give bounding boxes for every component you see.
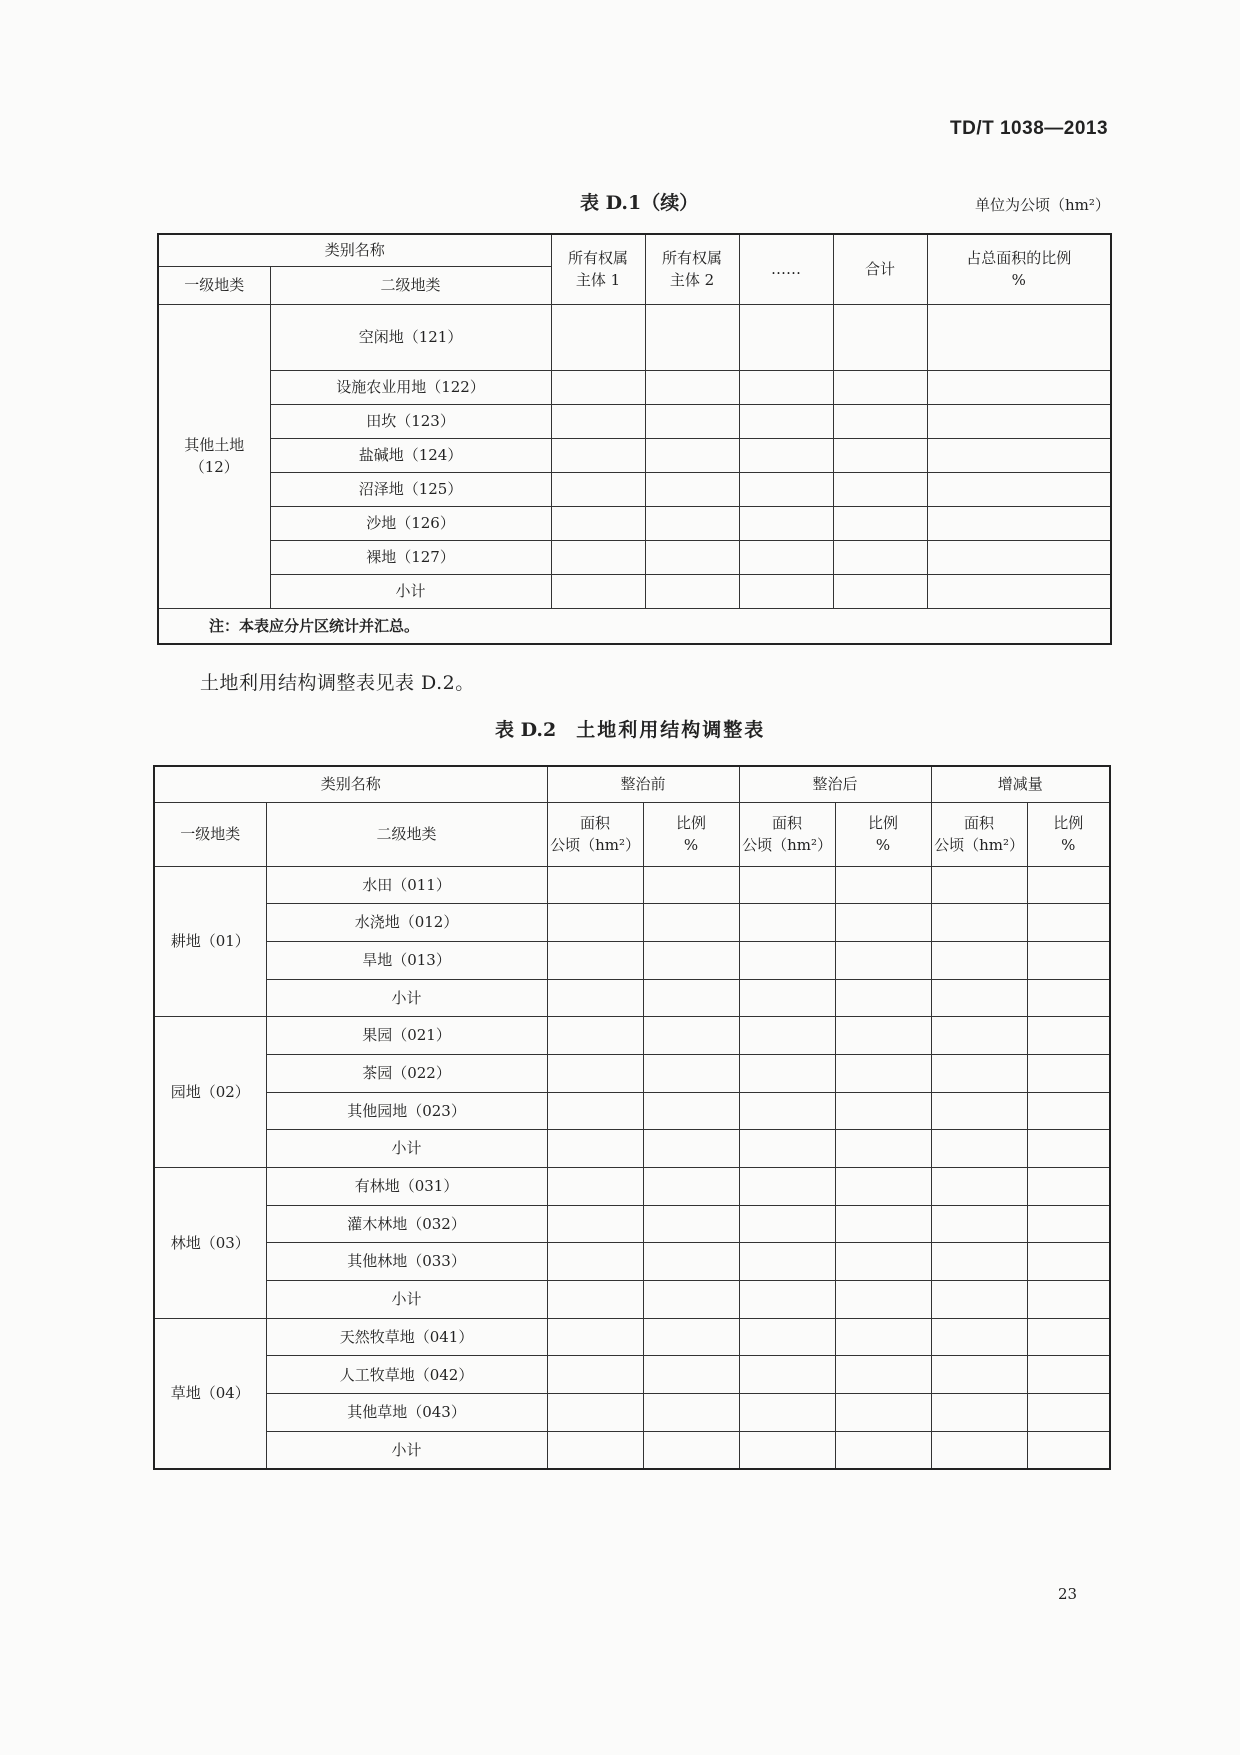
table-cell — [739, 941, 835, 979]
table-row — [154, 1017, 1110, 1055]
table-cell — [643, 866, 739, 904]
table-cell — [643, 904, 739, 942]
table-cell — [835, 1205, 931, 1243]
table-row — [154, 1130, 1110, 1168]
table-row — [154, 1394, 1110, 1432]
t1-total-header: 合计 — [833, 234, 927, 304]
table-cell — [835, 1356, 931, 1394]
table-row-label: 田坎（123） — [270, 404, 551, 438]
table-cell — [643, 1318, 739, 1356]
table-cell — [547, 1168, 643, 1206]
table-cell — [739, 1318, 835, 1356]
table-row-label: 旱地（013） — [266, 941, 547, 979]
table-cell — [931, 1243, 1027, 1281]
table-row — [154, 979, 1110, 1017]
table-row — [154, 1243, 1110, 1281]
table-cell — [643, 941, 739, 979]
table-cell — [547, 1092, 643, 1130]
table-cell — [547, 1054, 643, 1092]
table-cell — [931, 1318, 1027, 1356]
table-row-label: 其他草地（043） — [266, 1394, 547, 1432]
t2-group-name: 耕地（01） — [154, 866, 266, 1017]
table-row — [154, 1092, 1110, 1130]
table-row-label: 灌木林地（032） — [266, 1205, 547, 1243]
table-cell — [643, 1092, 739, 1130]
table-cell — [1027, 1205, 1110, 1243]
table-row-label: 小计 — [266, 1431, 547, 1469]
table-cell — [931, 1356, 1027, 1394]
table-row-label: 天然牧草地（041） — [266, 1318, 547, 1356]
t2-ratio-header: 比例 % — [835, 802, 931, 866]
table-row — [154, 1281, 1110, 1319]
table-cell — [643, 1356, 739, 1394]
table-row-label: 水田（011） — [266, 866, 547, 904]
t1-level1-header: 一级地类 — [158, 266, 270, 304]
table-cell — [547, 1017, 643, 1055]
table-cell — [1027, 866, 1110, 904]
table-cell — [931, 1205, 1027, 1243]
t2-ratio-header: 比例 % — [643, 802, 739, 866]
table-cell — [739, 1394, 835, 1432]
t1-level2-header: 二级地类 — [270, 266, 551, 304]
table-row — [154, 866, 1110, 904]
table-cell — [835, 1318, 931, 1356]
table-cell — [643, 1431, 739, 1469]
t2-group-name: 林地（03） — [154, 1168, 266, 1319]
table-cell — [547, 1394, 643, 1432]
table-row — [154, 1054, 1110, 1092]
t1-note: 注：本表应分片区统计并汇总。 — [158, 608, 1111, 644]
table-cell — [835, 1431, 931, 1469]
table-cell — [1027, 1431, 1110, 1469]
table-cell — [1027, 1281, 1110, 1319]
table-cell — [739, 1017, 835, 1055]
table-cell — [931, 904, 1027, 942]
t2-ratio-header: 比例 % — [1027, 802, 1110, 866]
table-cell — [739, 1092, 835, 1130]
table-cell — [1027, 941, 1110, 979]
table-cell — [643, 1205, 739, 1243]
table-cell — [1027, 1394, 1110, 1432]
table-cell — [931, 1281, 1027, 1319]
table-row-label: 小计 — [266, 1130, 547, 1168]
t2-area-header: 面积 公顷（hm²） — [739, 802, 835, 866]
t2-before-header: 整治前 — [547, 766, 739, 802]
t1-category-name: 类别名称 — [158, 234, 551, 266]
table-row — [154, 941, 1110, 979]
table-row-label: 空闲地（121） — [270, 304, 551, 370]
t2-category-name: 类别名称 — [154, 766, 547, 802]
t2-area-header: 面积 公顷（hm²） — [931, 802, 1027, 866]
table-cell — [547, 1318, 643, 1356]
table-cell — [835, 866, 931, 904]
table-cell — [931, 1054, 1027, 1092]
table-row — [154, 1168, 1110, 1206]
table-cell — [739, 1356, 835, 1394]
t1-group-name: 其他土地 （12） — [158, 304, 270, 608]
table-cell — [835, 904, 931, 942]
table-cell — [547, 979, 643, 1017]
table-cell — [1027, 1356, 1110, 1394]
table-cell — [739, 1281, 835, 1319]
paragraph: 土地利用结构调整表见表 D.2。 — [200, 672, 475, 694]
table-cell — [1027, 979, 1110, 1017]
table-cell — [931, 941, 1027, 979]
table-cell — [1027, 1054, 1110, 1092]
table-cell — [739, 1431, 835, 1469]
t2-group-name: 园地（02） — [154, 1017, 266, 1168]
table-cell — [835, 1130, 931, 1168]
table-cell — [1027, 1092, 1110, 1130]
table-cell — [835, 1092, 931, 1130]
table-cell — [643, 1130, 739, 1168]
table-row-label: 小计 — [270, 574, 551, 608]
table-cell — [547, 1205, 643, 1243]
table-cell — [835, 1243, 931, 1281]
table-row-label: 茶园（022） — [266, 1054, 547, 1092]
table-cell — [547, 1431, 643, 1469]
table-cell — [931, 1092, 1027, 1130]
t2-group-name: 草地（04） — [154, 1318, 266, 1469]
table-cell — [547, 904, 643, 942]
table-row — [154, 1318, 1110, 1356]
table-row-label: 沼泽地（125） — [270, 472, 551, 506]
table-row — [154, 1356, 1110, 1394]
table-row — [154, 904, 1110, 942]
table-cell — [1027, 1017, 1110, 1055]
table-cell — [931, 1130, 1027, 1168]
t1-ellipsis-header: …… — [739, 234, 833, 304]
table-cell — [739, 1243, 835, 1281]
table-cell — [835, 1017, 931, 1055]
table-cell — [739, 866, 835, 904]
table1-title: 表 D.1（续） — [580, 192, 699, 214]
table-row-label: 盐碱地（124） — [270, 438, 551, 472]
table-cell — [547, 941, 643, 979]
table-row-label: 水浇地（012） — [266, 904, 547, 942]
table-row — [154, 1431, 1110, 1469]
table-cell — [1027, 1130, 1110, 1168]
t2-change-header: 增减量 — [931, 766, 1110, 802]
t1-owner2-header: 所有权属 主体 2 — [645, 234, 739, 304]
table-cell — [835, 941, 931, 979]
table-cell — [931, 979, 1027, 1017]
table-row-label: 小计 — [266, 1281, 547, 1319]
table-cell — [931, 1394, 1027, 1432]
table-cell — [1027, 1243, 1110, 1281]
table-row — [154, 1205, 1110, 1243]
table-cell — [547, 866, 643, 904]
table-row-label: 人工牧草地（042） — [266, 1356, 547, 1394]
t2-level1-header: 一级地类 — [154, 802, 266, 866]
table-row-label: 有林地（031） — [266, 1168, 547, 1206]
table1 — [157, 233, 1112, 645]
table-cell — [1027, 904, 1110, 942]
table-cell — [931, 1168, 1027, 1206]
table-cell — [547, 1243, 643, 1281]
table-cell — [643, 1168, 739, 1206]
table-cell — [643, 1281, 739, 1319]
table-cell — [931, 866, 1027, 904]
table-cell — [739, 904, 835, 942]
table-cell — [931, 1431, 1027, 1469]
table-row-label: 其他林地（033） — [266, 1243, 547, 1281]
table-cell — [835, 1281, 931, 1319]
table-cell — [931, 1017, 1027, 1055]
table-cell — [643, 979, 739, 1017]
table-cell — [835, 1054, 931, 1092]
table-row-label: 其他园地（023） — [266, 1092, 547, 1130]
t1-ratio-header: 占总面积的比例 % — [927, 234, 1111, 304]
table-row-label: 小计 — [266, 979, 547, 1017]
table-row-label: 果园（021） — [266, 1017, 547, 1055]
t1-owner1-header: 所有权属 主体 1 — [551, 234, 645, 304]
table-row-label: 设施农业用地（122） — [270, 370, 551, 404]
table-cell — [835, 1394, 931, 1432]
t2-level2-header: 二级地类 — [266, 802, 547, 866]
table-cell — [547, 1356, 643, 1394]
table-cell — [643, 1017, 739, 1055]
table-cell — [643, 1054, 739, 1092]
table-cell — [835, 979, 931, 1017]
table-cell — [739, 1205, 835, 1243]
table-cell — [547, 1281, 643, 1319]
table2-title — [495, 715, 765, 742]
table-cell — [643, 1243, 739, 1281]
table-cell — [643, 1394, 739, 1432]
table-row-label: 沙地（126） — [270, 506, 551, 540]
table-cell — [739, 1054, 835, 1092]
table-cell — [835, 1168, 931, 1206]
table-cell — [739, 979, 835, 1017]
t2-title-number: 表 D.2 — [495, 719, 557, 741]
t2-title-name: 土地利用结构调整表 — [576, 719, 766, 741]
table-cell — [739, 1168, 835, 1206]
t2-after-header: 整治后 — [739, 766, 931, 802]
table2 — [153, 765, 1111, 1470]
table-cell — [1027, 1168, 1110, 1206]
table-cell — [1027, 1318, 1110, 1356]
table-row-label: 裸地（127） — [270, 540, 551, 574]
table-cell — [547, 1130, 643, 1168]
table-cell — [739, 1130, 835, 1168]
t2-area-header: 面积 公顷（hm²） — [547, 802, 643, 866]
page-number: 23 — [1058, 1585, 1078, 1603]
table1-unit: 单位为公顷（hm²） — [975, 196, 1110, 214]
standard-code: TD/T 1038—2013 — [950, 118, 1109, 139]
